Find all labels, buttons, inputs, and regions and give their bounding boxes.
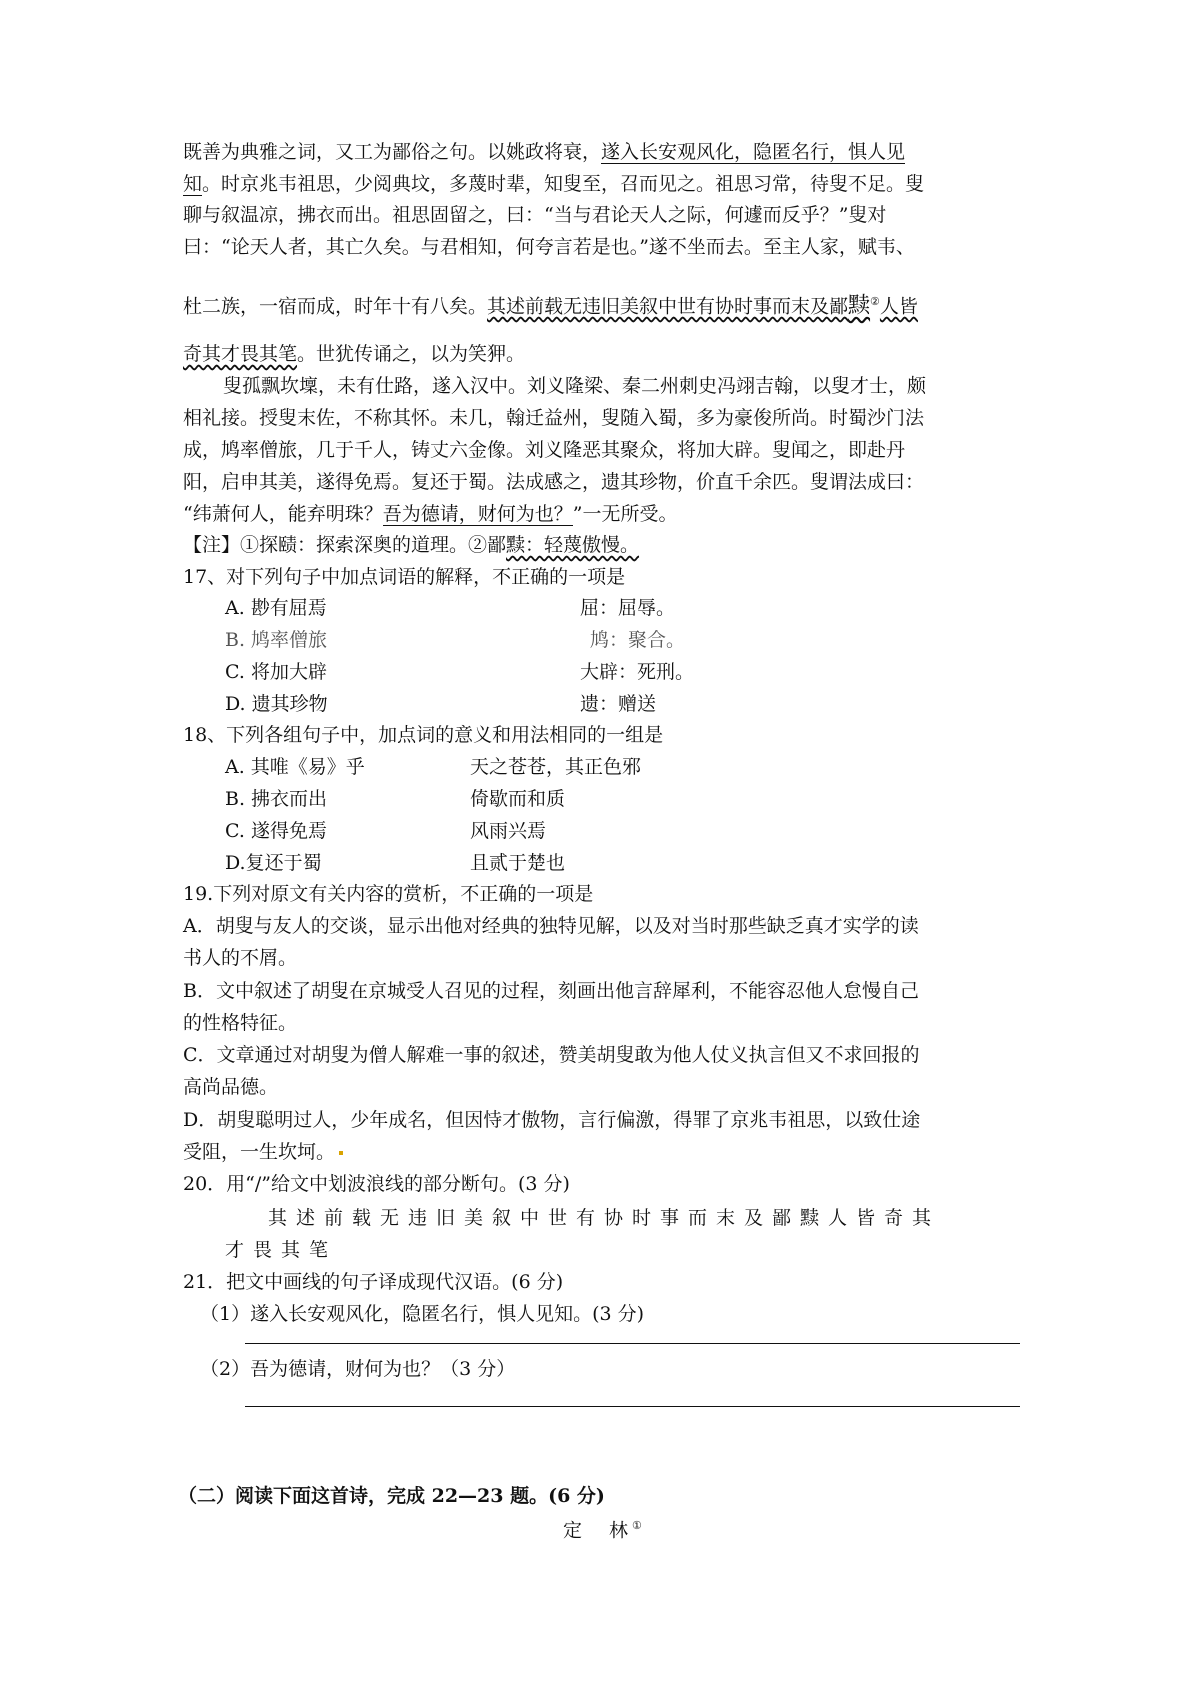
poem-footnote-marker: ① — [632, 1519, 646, 1532]
footnote-text: 【注】①探赜：探索深奥的道理。②鄙 — [183, 534, 507, 556]
q19-option-d-line-2 — [183, 1138, 343, 1166]
passage-p2-line-1: 叟孤飘坎壈，未有仕路，遂入汉中。刘义隆梁、秦二州刺史冯翊吉翰，以叟才士，颇 — [223, 375, 927, 397]
q17-option-a-gloss: 屈：屈辱。 — [580, 597, 676, 619]
passage-text: ”一无所受。 — [572, 503, 678, 525]
passage-line-2 — [183, 170, 924, 198]
q21-answer-line-1[interactable] — [245, 1343, 1020, 1344]
passage-text: 杜二族，一宿而成，时年十有八矣。 — [183, 295, 488, 318]
q18-option-a-pair: 天之苍苍，其正色邪 — [470, 756, 642, 778]
q17-option-a: A. 尠有屈焉 — [225, 597, 327, 619]
q18-option-c: C. 遂得免焉 — [225, 820, 327, 842]
passage-p2-line-3: 成，鸠率僧旅，几于千人，铸丈六金像。刘义隆恶其聚众，将加大辟。叟闻之，即赴丹 — [183, 439, 906, 461]
q18-option-d: D.复还于蜀 — [225, 852, 322, 874]
passage-line-3: 聊与叙温凉，拂衣而出。祖思固留之，曰：“当与君论天人之际，何遽而反乎？”叟对 — [183, 204, 887, 226]
q18-option-a: A. 其唯《易》乎 — [225, 756, 365, 778]
q18-option-b-pair: 倚歇而和质 — [470, 788, 566, 810]
passage-p2-line-5 — [183, 500, 677, 528]
poem-title-text: 定 林 — [563, 1519, 633, 1542]
q19-option-c-line-1: C．文章通过对胡叟为僧人解难一事的叙述，赞美胡叟敢为他人仗义执言但又不求回报的 — [183, 1044, 920, 1066]
q19-option-c-line-2: 高尚品德。 — [183, 1076, 279, 1098]
passage-line-4: 曰：“论天人者，其亡久矣。与君相知，何夸言若是也。”遂不坐而去。至主人家，赋韦、 — [183, 236, 915, 258]
underlined-sentence-2: 吾为德请，财何为也？ — [382, 503, 573, 525]
q19-option-d-text: 受阻，一生坎坷。 — [183, 1141, 336, 1163]
passage-text: 既善为典雅之词，又工为鄙俗之句。以姚政将衰， — [183, 141, 602, 163]
footnote-line — [183, 531, 639, 559]
underlined-sentence-1-end: 知 — [183, 173, 203, 195]
passage-line-1 — [183, 138, 905, 166]
poem-title — [563, 1512, 646, 1544]
question-17-stem: 17、对下列句子中加点词语的解释，不正确的一项是 — [183, 566, 626, 588]
q19-option-b-line-2: 的性格特征。 — [183, 1012, 298, 1034]
q20-segment-line-1: 其述前载无违旧美叙中世有协时事而末及鄙黩人皆奇其 — [268, 1207, 941, 1229]
q19-option-d-line-1: D．胡叟聪明过人，少年成名，但因恃才傲物，言行偏激，得罪了京兆韦祖思，以致仕途 — [183, 1109, 921, 1131]
wavy-underlined-text: 其述前载无违旧美叙中世有协时事而末及鄙 — [487, 295, 849, 318]
passage-text: 。时京兆韦祖思，少阅典坟，多蔑时辈，知叟至，召而见之。祖思习常，待叟不足。叟 — [202, 173, 925, 195]
question-21-stem: 21．把文中画线的句子译成现代汉语。(6 分) — [183, 1271, 564, 1293]
q19-option-a-line-2: 书人的不屑。 — [183, 947, 298, 969]
q19-option-b-line-1: B．文中叙述了胡叟在京城受人召见的过程，刻画出他言辞犀利，不能容忍他人怠慢自己 — [183, 980, 919, 1002]
q21-sentence-2: （2）吾为德请，财何为也？（3 分） — [200, 1358, 516, 1380]
question-19-stem: 19.下列对原文有关内容的赏析，不正确的一项是 — [183, 883, 594, 905]
stray-dot-mark — [339, 1151, 343, 1155]
underlined-sentence-1: 遂入长安观风化，隐匿名行，惧人见 — [601, 141, 906, 163]
q21-answer-line-2[interactable] — [245, 1406, 1020, 1407]
section-2-heading: （二）阅读下面这首诗，完成 22—23 题。(6 分) — [178, 1485, 605, 1507]
q17-option-c-gloss: 大辟：死刑。 — [580, 661, 695, 683]
footnote-marker: ② — [870, 295, 880, 308]
q19-option-a-line-1: A．胡叟与友人的交谈，显示出他对经典的独特见解，以及对当时那些缺乏真才实学的读 — [183, 915, 919, 937]
passage-p2-line-4: 阳，启申其美，遂得免焉。复还于蜀。法成感之，遗其珍物，价直千余匹。叟谓法成曰： — [183, 471, 925, 493]
q17-option-b-gloss: 鸠：聚合。 — [590, 629, 686, 651]
passage-p2-line-2: 相礼接。授叟末佐，不称其怀。未几，翰迁益州，叟随入蜀，多为豪俊所尚。时蜀沙门法 — [183, 407, 925, 429]
wavy-underlined-text-end: 奇其才畏其笔 — [183, 343, 298, 365]
q18-option-c-pair: 风雨兴焉 — [470, 820, 547, 842]
question-20-stem: 20．用“/”给文中划波浪线的部分断句。(3 分) — [183, 1173, 570, 1195]
question-18-stem: 18、下列各组句子中，加点词的意义和用法相同的一组是 — [183, 724, 664, 746]
q17-option-d-gloss: 遗：赠送 — [580, 693, 657, 715]
q21-sentence-1: （1）遂入长安观风化，隐匿名行，惧人见知。(3 分) — [200, 1303, 645, 1325]
footnote-wavy-text: 黩：轻蔑傲慢。 — [506, 534, 640, 556]
passage-text: 。世犹传诵之，以为笑狎。 — [297, 343, 526, 365]
q18-option-b: B. 拂衣而出 — [225, 788, 328, 810]
q20-segment-line-2: 才畏其笔 — [225, 1239, 338, 1261]
q17-option-b: B. 鸠率僧旅 — [225, 629, 328, 651]
wavy-underlined-char: 黩 — [848, 293, 871, 319]
passage-line-5 — [183, 288, 918, 320]
q17-option-c: C. 将加大辟 — [225, 661, 327, 683]
passage-line-6 — [183, 340, 525, 368]
q17-option-d: D. 遗其珍物 — [225, 693, 328, 715]
q18-option-d-pair: 且贰于楚也 — [470, 852, 566, 874]
passage-text: “纬萧何人，能弃明珠？ — [183, 503, 383, 525]
wavy-underlined-text: 人皆 — [879, 295, 918, 318]
